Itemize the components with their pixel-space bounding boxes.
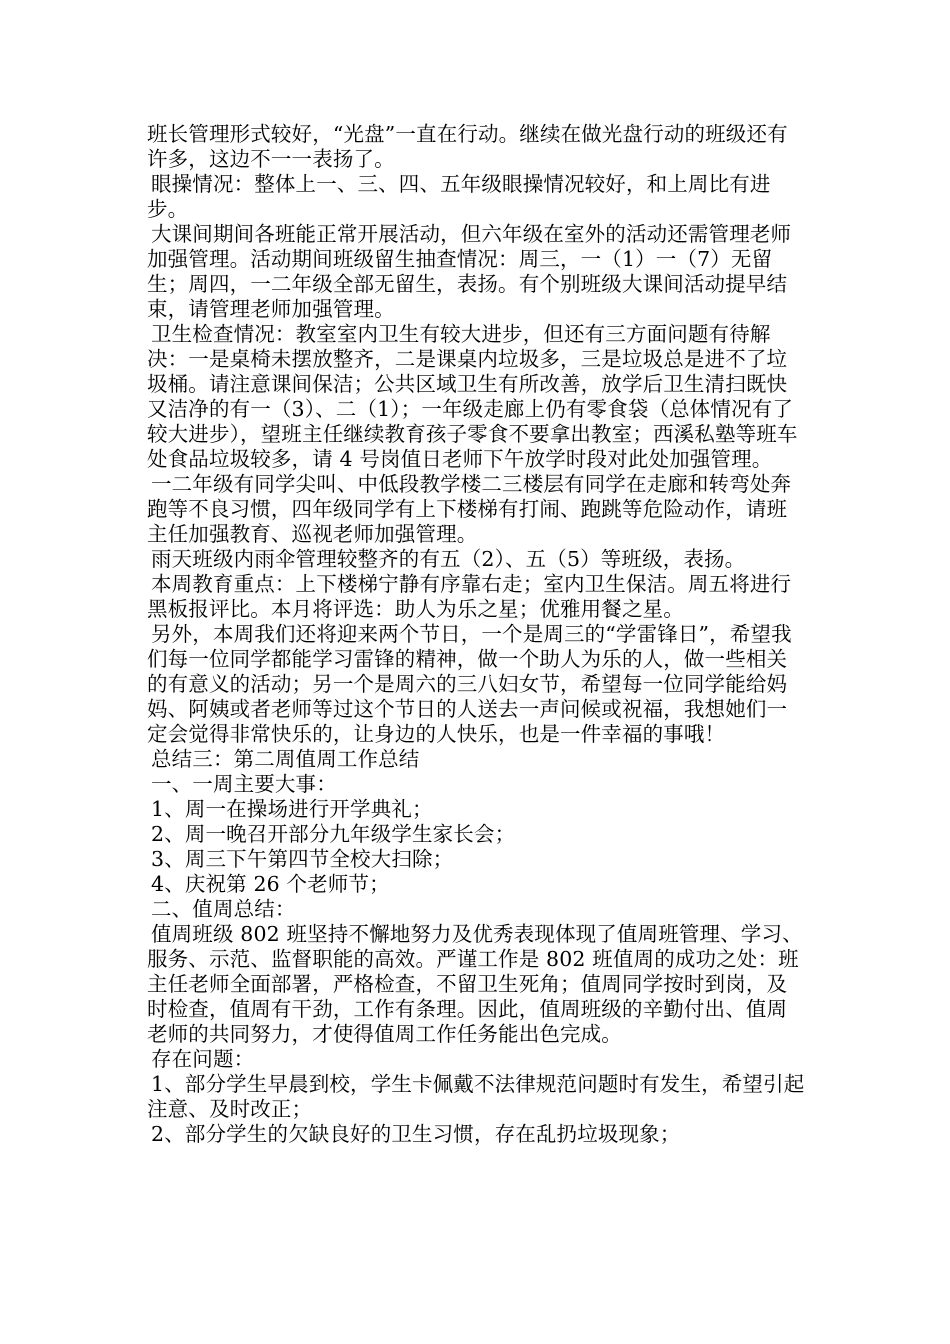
paragraph-break-activity: 大课间期间各班能正常开展活动，但六年级在室外的活动还需管理老师加强管理。活动期间班级留生抽查情况：周三，一（1）一（7）无留生；周四，一二年级全部无留生，表扬。有个别班级大课间活动提早结束，请管理老师加强管理。: [147, 222, 792, 321]
subheading-duty-summary: 二、值周总结：: [151, 897, 296, 921]
document-body: [147, 122, 807, 1147]
paragraph-eye-exercise: 眼操情况：整体上一、三、四、五年级眼操情况较好，和上周比有进步。: [147, 172, 771, 221]
paragraph-umbrella: 雨天班级内雨伞管理较整齐的有五（2）、五（5）等班级，表扬。: [151, 547, 746, 571]
list-item: 2、部分学生的欠缺良好的卫生习惯，存在乱扔垃圾现象；: [151, 1122, 681, 1146]
section-heading-summary-three: 总结三：第二周值周工作总结: [151, 747, 420, 771]
paragraph-guangpan: 班长管理形式较好，“光盘”一直在行动。继续在做光盘行动的班级还有许多，这边不一一表扬了。: [147, 122, 788, 171]
list-item: 2、周一晚召开部分九年级学生家长会；: [151, 822, 516, 846]
paragraph-festivals: 另外，本周我们还将迎来两个节日，一个是周三的“学雷锋日”，希望我们每一位同学都能学习雷锋的精神，做一个助人为乐的人，做一些相关的有意义的活动；另一个是周六的三八妇女节，希望每一位同学能给妈妈、阿姨或者老师等过这个节日的人送去一声问候或祝福，我想她们一定会觉得非常快乐的，让身边的人快乐，也是一件幸福的事哦！: [147, 622, 792, 746]
paragraph-weekly-focus: 本周教育重点：上下楼梯宁静有序靠右走；室内卫生保洁。周五将进行黑板报评比。本月将评选：助人为乐之星；优雅用餐之星。: [147, 572, 792, 621]
subheading-main-events: 一、一周主要大事：: [151, 772, 337, 796]
list-item: 1、周一在操场进行开学典礼；: [151, 797, 433, 821]
list-item: 3、周三下午第四节全校大扫除；: [151, 847, 454, 871]
paragraph-class-802: 值周班级 802 班坚持不懈地努力及优秀表现体现了值周班管理、学习、服务、示范、监督职能的高效。严谨工作是 802 班值周的成功之处：班主任老师全面部署，严格检查，不留卫生死角；值周同学按时到岗，及时检查，值周有干劲，工作有条理。因此，值周班级的辛勤付出、值周老师的共同努力，才使得值周工作任务能出色完成。: [147, 922, 803, 1046]
paragraph-hygiene-check: 卫生检查情况：教室室内卫生有较大进步，但还有三方面问题有待解决：一是桌椅未摆放整齐，二是课桌内垃圾多，三是垃圾总是进不了垃圾桶。请注意课间保洁；公共区域卫生有所改善，放学后卫生清扫既快又洁净的有一（3）、二（1）；一年级走廊上仍有零食袋（总体情况有了较大进步），望班主任继续教育孩子零食不要拿出教室；西溪私塾等班车处食品垃圾较多，请 4 号岗值日老师下午放学时段对此处加强管理。: [147, 322, 798, 471]
subheading-problems: 存在问题：: [151, 1047, 255, 1071]
list-item: 4、庆祝第 26 个老师节；: [151, 872, 390, 896]
paragraph-safety-behavior: 一二年级有同学尖叫、中低段教学楼二三楼层有同学在走廊和转弯处奔跑等不良习惯，四年级同学有上下楼梯有打闹、跑跳等危险动作，请班主任加强教育、巡视老师加强管理。: [147, 472, 792, 546]
list-item: 1、部分学生早晨到校，学生卡佩戴不法律规范问题时有发生，希望引起注意、及时改正；: [147, 1072, 805, 1121]
